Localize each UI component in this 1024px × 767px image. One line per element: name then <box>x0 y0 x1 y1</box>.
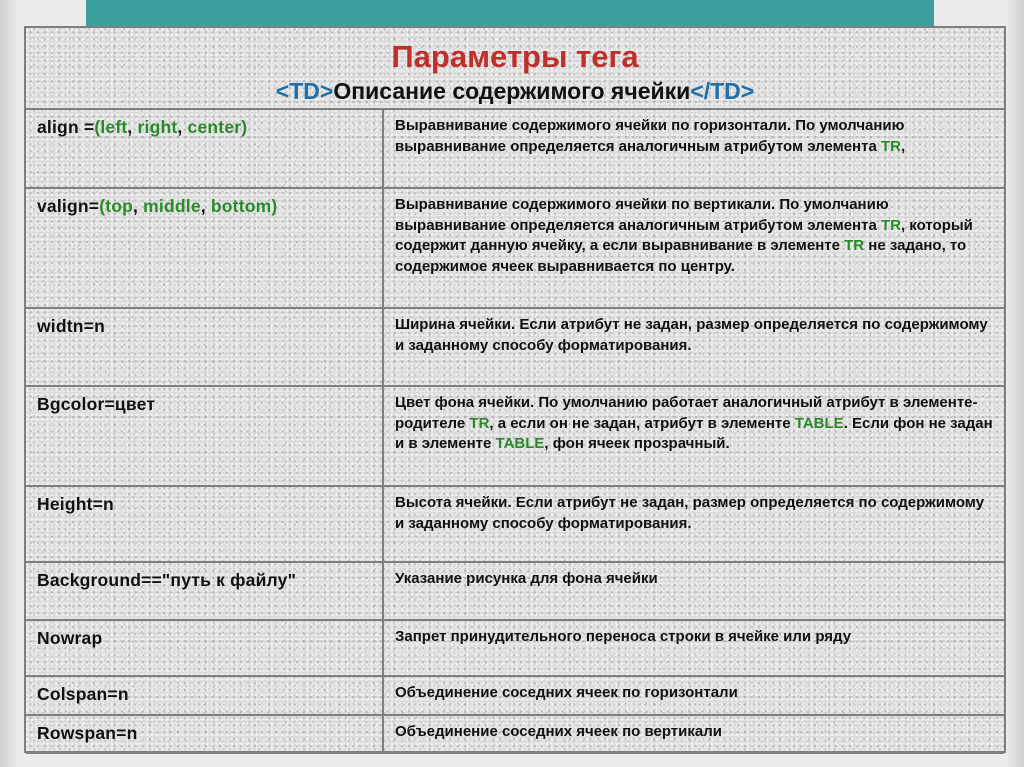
param-name-cell <box>26 486 383 562</box>
param-name <box>37 315 372 337</box>
param-description <box>395 683 994 704</box>
text-segment: , <box>900 137 906 155</box>
param-name <box>37 569 372 591</box>
text-segment: valign= <box>37 196 100 216</box>
text-segment: Объединение соседних ячеек по горизонтали <box>395 684 738 701</box>
text-segment: , а если он не задан, атрибут в элементе <box>489 414 795 432</box>
highlighted-term: TR <box>880 216 901 234</box>
param-name <box>37 116 372 138</box>
highlighted-term: TR <box>469 414 490 432</box>
param-description <box>395 393 994 455</box>
param-desc-cell <box>383 620 1004 676</box>
param-name-cell <box>26 386 383 486</box>
param-name <box>37 627 372 649</box>
text-segment: Выравнивание содержимого ячейки по вертикали. По умолчанию выравнивание определяется аналогичным атрибутом элемента <box>395 196 889 234</box>
param-name <box>37 393 372 415</box>
slide-subtitle <box>26 76 1004 106</box>
param-name-cell <box>26 676 383 715</box>
parameters-table <box>26 110 1004 754</box>
param-name <box>37 683 372 705</box>
table-row <box>26 715 1004 753</box>
text-segment: Высота ячейки. Если атрибут не задан, размер определяется по содержимому и заданному способу форматирования. <box>395 494 985 532</box>
param-desc-cell <box>383 386 1004 486</box>
text-segment: widtn=n <box>37 316 105 336</box>
text-segment: , <box>127 117 138 137</box>
param-description <box>395 627 994 648</box>
table-row <box>26 562 1004 620</box>
highlighted-term: TR <box>844 237 865 254</box>
param-desc-cell <box>383 188 1004 308</box>
param-name <box>37 493 372 515</box>
param-name-cell <box>26 110 383 188</box>
table-row <box>26 386 1004 486</box>
table-row <box>26 676 1004 715</box>
text-segment: Запрет принудительного переноса строки в ячейке или ряду <box>395 628 852 645</box>
slide-title: Параметры тега <box>391 39 639 74</box>
param-desc-cell <box>383 486 1004 562</box>
text-segment: , <box>177 117 188 137</box>
text-segment: , фон ячеек прозрачный. <box>544 435 730 452</box>
param-desc-cell <box>383 715 1004 753</box>
param-description <box>395 195 994 277</box>
highlighted-term: bottom) <box>210 196 278 216</box>
param-desc-cell <box>383 308 1004 386</box>
table-row <box>26 308 1004 386</box>
text-segment: . Если фон не задан и в элементе <box>395 414 993 452</box>
text-segment: Nowrap <box>37 628 103 648</box>
table-row <box>26 486 1004 562</box>
text-segment: Ширина ячейки. Если атрибут не задан, размер определяется по содержимому и заданному способу форматирования. <box>395 316 988 354</box>
highlighted-term: center) <box>187 117 248 137</box>
header-accent-band <box>86 0 934 26</box>
highlighted-term: right <box>137 117 178 137</box>
right-edge-shade <box>1006 0 1024 767</box>
param-name <box>37 195 372 217</box>
td-open-tag: <TD> <box>275 78 334 104</box>
param-description <box>395 315 994 356</box>
param-description <box>395 569 994 590</box>
text-segment: Rowspan=n <box>37 723 138 743</box>
text-segment: Background=="путь к файлу" <box>37 570 297 590</box>
param-desc-cell <box>383 676 1004 715</box>
highlighted-term: (top <box>99 196 134 216</box>
text-segment: Height=n <box>37 494 114 514</box>
subtitle-text: Описание содержимого ячейки <box>333 78 691 104</box>
left-edge-shade <box>0 0 18 767</box>
text-segment: Указание рисунка для фона ячейки <box>395 570 658 587</box>
param-description <box>395 116 994 157</box>
text-segment: Объединение соседних ячеек по вертикали <box>395 723 722 740</box>
param-name-cell <box>26 715 383 753</box>
text-segment: Цвет фона ячейки. По умолчанию работает аналогичный атрибут в элементе-родителе <box>395 394 978 432</box>
text-segment: не задано, то содержимое ячеек выравнивается по центру. <box>395 237 967 275</box>
text-segment: Colspan=n <box>37 684 129 704</box>
text-segment: , <box>133 196 144 216</box>
highlighted-term: TABLE <box>495 435 545 452</box>
param-desc-cell <box>383 562 1004 620</box>
highlighted-term: TABLE <box>794 414 844 432</box>
highlighted-term: middle <box>143 196 201 216</box>
highlighted-term: (left <box>94 117 128 137</box>
text-segment: Bgcolor=цвет <box>37 394 156 414</box>
table-row <box>26 188 1004 308</box>
param-name-cell <box>26 562 383 620</box>
highlighted-term: TR <box>880 137 901 155</box>
param-desc-cell <box>383 110 1004 188</box>
param-name-cell <box>26 620 383 676</box>
table-row <box>26 620 1004 676</box>
td-close-tag: </TD> <box>690 78 755 104</box>
slide-frame <box>24 26 1006 753</box>
text-segment: , который содержит данную ячейку, а если выравнивание в элементе <box>395 216 973 254</box>
param-name <box>37 722 372 744</box>
title-block <box>26 28 1004 110</box>
param-name-cell <box>26 308 383 386</box>
text-segment: Выравнивание содержимого ячейки по горизонтали. По умолчанию выравнивание определяется аналогичным атрибутом элемента <box>395 117 905 155</box>
text-segment: , <box>200 196 211 216</box>
param-description <box>395 493 994 534</box>
table-row <box>26 110 1004 188</box>
param-description <box>395 722 994 743</box>
text-segment: align = <box>37 117 95 137</box>
param-name-cell <box>26 188 383 308</box>
